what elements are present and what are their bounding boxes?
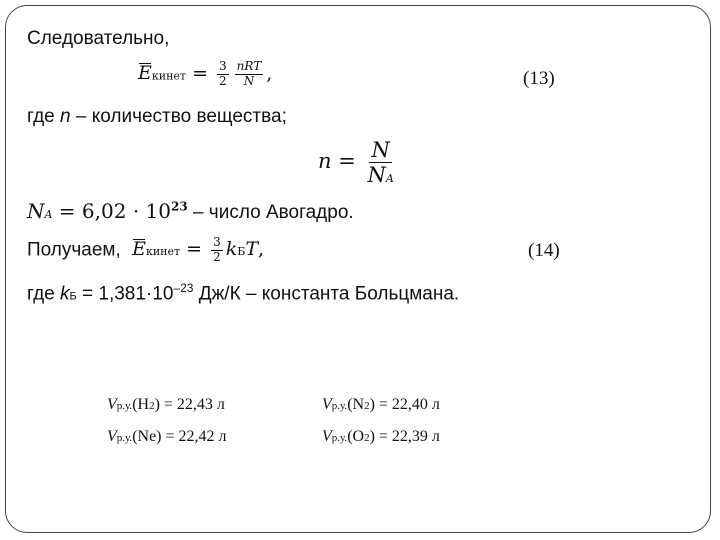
n-equals: = (338, 149, 356, 174)
gas-formula: (Ne (132, 428, 157, 445)
n-definition (27, 106, 287, 128)
volume-v-symbol: V (322, 396, 332, 413)
n-fraction (366, 138, 396, 187)
boltzmann-value: = 1,381·10 (76, 283, 174, 305)
gas-formula: (H (132, 396, 150, 413)
avogadro-subscript: A (44, 208, 53, 221)
volume-v-symbol: V (107, 428, 117, 445)
volume-v-symbol: V (322, 428, 332, 445)
volume-subscript: р.у. (331, 432, 348, 444)
n-lhs: n (318, 149, 332, 174)
equation-14-number: (14) (528, 240, 560, 261)
eq14-prefix: Получаем, (27, 239, 121, 261)
volume-o2 (322, 428, 440, 446)
volume-n2 (322, 396, 440, 414)
avogadro-value: = 6,02 · 10 (52, 199, 171, 223)
volume-value: ) = 22,39 л (369, 428, 440, 445)
avogadro-line (27, 199, 354, 224)
eq14-e-subscript: кинет (145, 245, 181, 259)
gas-formula: (N (347, 396, 365, 413)
eq13-comma: , (266, 62, 273, 85)
equation-14 (27, 236, 264, 265)
eq14-e-bar-symbol: E (132, 238, 146, 261)
n-def-text: – количество вещества; (70, 106, 287, 127)
eq14-coefficient-fraction (211, 236, 223, 265)
e-subscript: кинет (151, 69, 187, 83)
avogadro-text: – число Авогадро. (187, 202, 354, 223)
n-variable: n (60, 106, 71, 127)
boltzmann-line (27, 281, 459, 305)
boltzmann-prefix: где (27, 283, 61, 305)
volume-subscript: р.у. (331, 400, 348, 412)
volume-value: ) = 22,40 л (369, 396, 440, 413)
volume-h2 (107, 396, 225, 414)
e-bar-symbol: E (138, 62, 152, 85)
volume-subscript: р.у. (116, 432, 133, 444)
eq14-formula (132, 235, 265, 264)
boltzmann-exponent: –23 (173, 281, 194, 295)
eq14-coef-numerator: 3 (213, 235, 221, 249)
boltzmann-text: Дж/К – константа Больцмана. (193, 283, 460, 305)
coef-denominator: 2 (219, 73, 227, 88)
eq14-k-subscript: Б (237, 245, 246, 259)
n-numerator: N (371, 138, 390, 162)
equals-sign: = (192, 62, 208, 85)
eq14-t-symbol: T (245, 238, 259, 261)
avogadro-exponent: 23 (170, 199, 188, 214)
boltzmann-k-symbol: k (60, 283, 70, 305)
equation-n (318, 138, 399, 187)
na-subscript: A (385, 172, 394, 186)
nrt-denominator: N (243, 73, 255, 88)
gas-subscript: 2 (149, 400, 155, 412)
volume-v-symbol: V (107, 396, 117, 413)
gas-subscript: 2 (364, 432, 370, 444)
volume-value: ) = 22,42 л (156, 428, 227, 445)
eq14-comma: , (258, 238, 265, 261)
equation-13-number: (13) (523, 68, 555, 89)
gas-formula: (O (347, 428, 365, 445)
volume-subscript: р.у. (116, 400, 133, 412)
boltzmann-k-subscript: Б (69, 290, 77, 303)
eq14-equals: = (186, 238, 203, 261)
intro-text: Следовательно, (27, 28, 170, 49)
n-def-prefix: где (27, 106, 61, 127)
volume-value: ) = 22,43 л (154, 396, 225, 413)
nrt-fraction (235, 60, 264, 89)
slide-frame (5, 5, 711, 533)
na-symbol: N (367, 163, 386, 188)
avogadro-symbol: N (27, 199, 45, 223)
nrt-numerator: nRT (236, 59, 262, 73)
volume-ne (107, 428, 227, 446)
eq14-coef-denominator: 2 (213, 249, 221, 264)
gas-subscript: 2 (364, 400, 370, 412)
coefficient-fraction (217, 60, 229, 89)
eq14-k-symbol: k (225, 238, 238, 261)
equation-13 (138, 60, 272, 89)
coef-numerator: 3 (219, 59, 227, 73)
n-denominator (366, 163, 396, 187)
